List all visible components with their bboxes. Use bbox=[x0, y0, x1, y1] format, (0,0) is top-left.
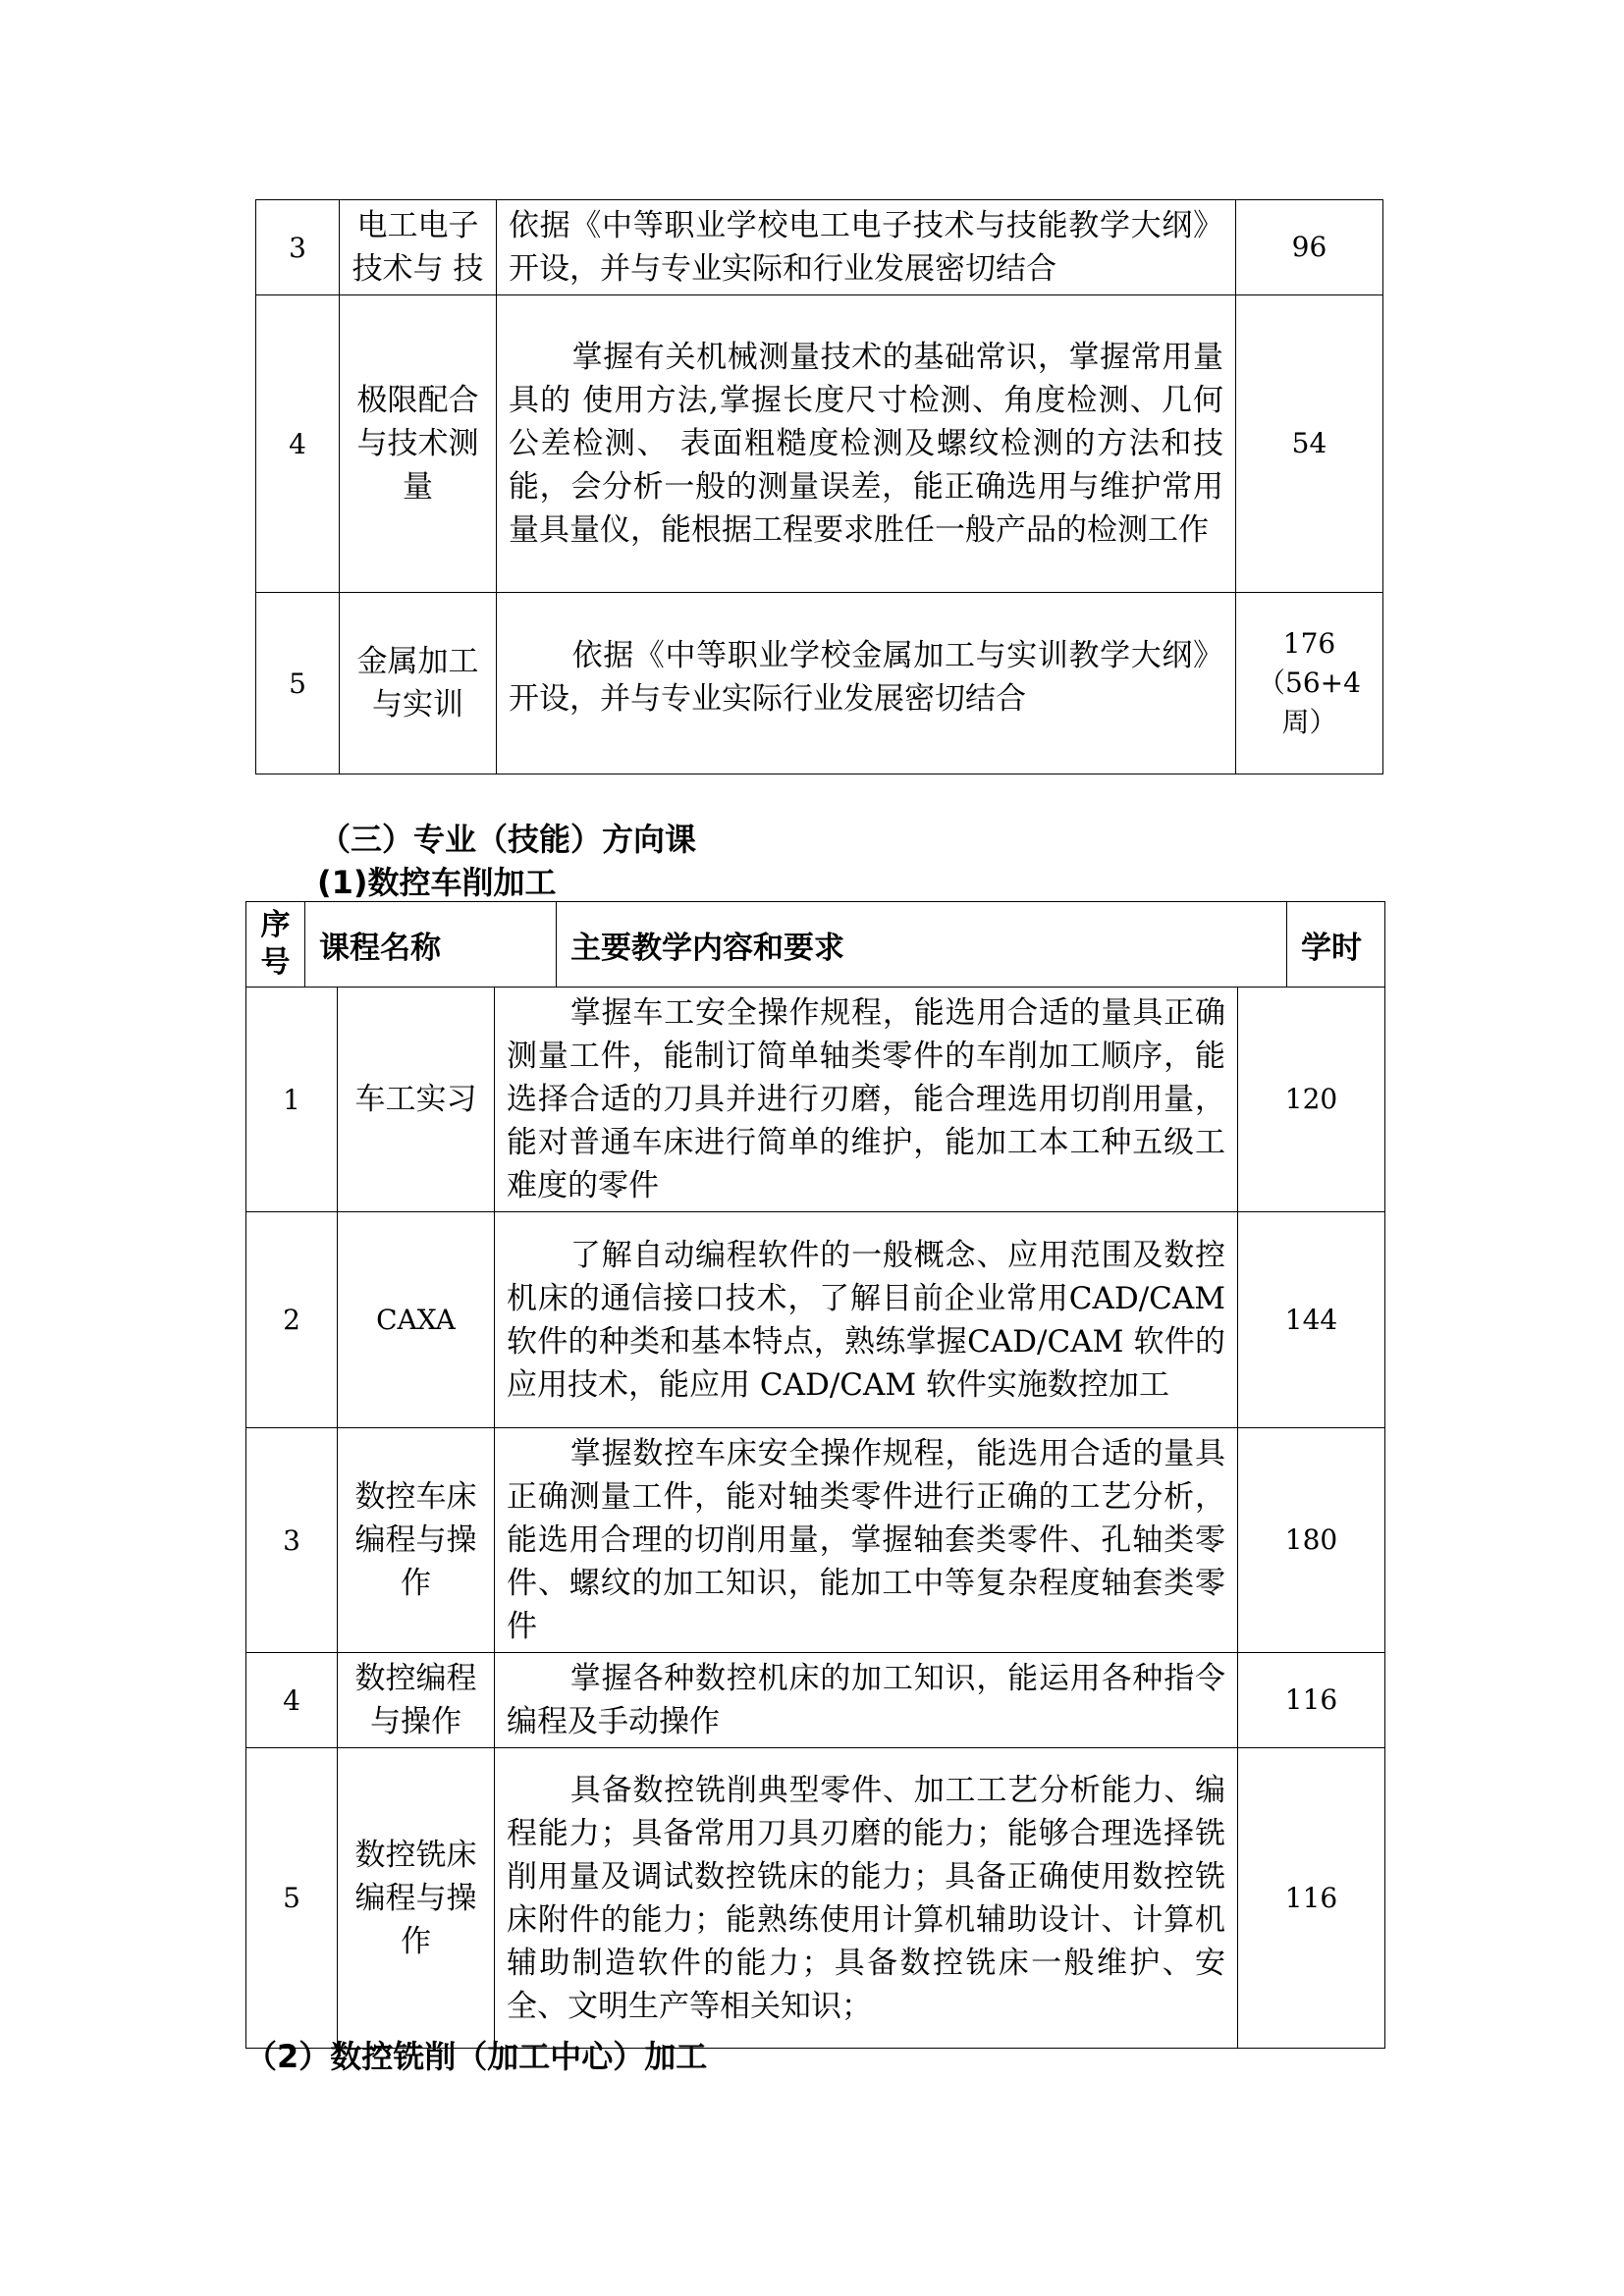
course-hours: 180 bbox=[1238, 1428, 1385, 1653]
hours-line: 54 bbox=[1291, 427, 1327, 459]
course-name-line: CAXA bbox=[376, 1303, 456, 1336]
row-number: 5 bbox=[246, 1748, 338, 2049]
header-content: 主要教学内容和要求 bbox=[557, 902, 1287, 988]
row-number: 5 bbox=[256, 593, 340, 774]
course-hours bbox=[1236, 295, 1383, 593]
content-text: 依据《中等职业学校电工电子技术与技能教学大纲》 开设，并与专业实际和行业发展密切结合 bbox=[509, 208, 1223, 287]
row-number: 4 bbox=[256, 295, 340, 593]
course-content bbox=[497, 593, 1236, 774]
course-name bbox=[338, 1428, 495, 1653]
table-row bbox=[246, 1428, 1385, 1653]
row-number: 4 bbox=[246, 1653, 338, 1748]
content-text: 掌握数控车床安全操作规程，能选用合适的量具正确测量工件，能对轴类零件进行正确的工艺分析，能选用合理的切削用量，掌握轴套类零件、孔轴类零件、螺纹的加工知识，能加工中等复杂程度轴套类零件 bbox=[507, 1436, 1225, 1644]
course-name bbox=[338, 1653, 495, 1748]
course-name-line: 与技术测 bbox=[356, 426, 479, 461]
section-heading: （三）专业（技能）方向课 bbox=[319, 821, 697, 858]
content-text: 依据《中等职业学校金属加工与实训教学大纲》开设，并与专业实际行业发展密切结合 bbox=[509, 638, 1223, 717]
row-number: 3 bbox=[246, 1428, 338, 1653]
content-text: 掌握车工安全操作规程，能选用合适的量具正确测量工件，能制订简单轴类零件的车削加工顺序，能选择合适的刀具并进行刃磨，能合理选用切削用量，能对普通车床进行简单的维护，能加工本工种五级工难度的零件 bbox=[507, 995, 1225, 1203]
content-text: 了解自动编程软件的一般概念、应用范围及数控机床的通信接口技术，了解目前企业常用CAD/CAM 软件的种类和基本特点，熟练掌握CAD/CAM 软件的应用技术，能应用 CAD/CAM 软件实施数控加工 bbox=[507, 1237, 1225, 1403]
course-name bbox=[340, 200, 497, 295]
hours-line: 周） bbox=[1281, 706, 1337, 738]
table-row bbox=[246, 988, 1385, 1212]
course-name bbox=[340, 295, 497, 593]
course-name-line: 数控铣床 bbox=[354, 1837, 477, 1873]
course-name-line: 作 bbox=[401, 1566, 431, 1601]
table-row bbox=[246, 1212, 1385, 1428]
row-number: 1 bbox=[246, 988, 338, 1212]
table-row bbox=[256, 295, 1383, 593]
course-hours: 116 bbox=[1238, 1653, 1385, 1748]
header-number-line: 号 bbox=[260, 945, 291, 980]
cnc-turning-course-table-body bbox=[245, 987, 1385, 2049]
table-row bbox=[256, 593, 1383, 774]
course-hours bbox=[1236, 593, 1383, 774]
course-content bbox=[495, 1748, 1238, 2049]
course-content bbox=[495, 1428, 1238, 1653]
header-hours: 学时 bbox=[1287, 902, 1385, 988]
course-name-line: 与实训 bbox=[372, 687, 463, 722]
cnc-turning-course-table bbox=[245, 901, 1385, 988]
basic-course-table bbox=[255, 199, 1383, 774]
course-content bbox=[495, 988, 1238, 1212]
table-header-row bbox=[246, 902, 1385, 988]
course-name-line: 电工电子 bbox=[356, 208, 479, 243]
hours-line: 96 bbox=[1291, 231, 1327, 263]
course-name-line: 数控车床 bbox=[354, 1479, 477, 1515]
course-hours: 144 bbox=[1238, 1212, 1385, 1428]
course-name-line: 编程与操 bbox=[354, 1880, 477, 1916]
table-row bbox=[246, 1653, 1385, 1748]
course-name-line: 作 bbox=[401, 1923, 431, 1959]
content-text: 具备数控铣削典型零件、加工工艺分析能力、编程能力；具备常用刀具刃磨的能力；能够合理选择铣削用量及调试数控铣床的能力；具备正确使用数控铣床附件的能力；能熟练使用计算机辅助设计、计算机辅助制造软件的能力；具备数控铣床一般维护、安全、文明生产等相关知识； bbox=[507, 1772, 1225, 2024]
course-name bbox=[338, 1212, 495, 1428]
sub-heading: （2）数控铣削（加工中心）加工 bbox=[245, 2038, 708, 2075]
course-name bbox=[338, 988, 495, 1212]
row-number: 3 bbox=[256, 200, 340, 295]
hours-line: （56+4 bbox=[1258, 667, 1361, 699]
course-content bbox=[495, 1653, 1238, 1748]
course-hours: 116 bbox=[1238, 1748, 1385, 2049]
header-number bbox=[246, 902, 305, 988]
header-number-line: 序 bbox=[260, 908, 291, 942]
content-text: 掌握各种数控机床的加工知识，能运用各种指令编程及手动操作 bbox=[507, 1661, 1225, 1739]
course-name-line: 极限配合 bbox=[356, 383, 479, 418]
course-name-line: 金属加工 bbox=[356, 644, 479, 679]
hours-line: 176 bbox=[1282, 627, 1336, 660]
header-course-name: 课程名称 bbox=[305, 902, 557, 988]
course-name-line: 编程与操 bbox=[354, 1522, 477, 1558]
course-name-line: 数控编程 bbox=[354, 1661, 477, 1696]
table-row bbox=[246, 1748, 1385, 2049]
content-text: 掌握有关机械测量技术的基础常识，掌握常用量具的 使用方法,掌握长度尺寸检测、角度检测、几何公差检测、 表面粗糙度检测及螺纹检测的方法和技能，会分析一般的测量误差，能正确选用与维护常用量具量仪，能根据工程要求胜任一般产品的检测工作 bbox=[509, 340, 1223, 548]
course-content bbox=[495, 1212, 1238, 1428]
row-number: 2 bbox=[246, 1212, 338, 1428]
course-name-line: 与操作 bbox=[370, 1704, 461, 1739]
course-name-line: 车工实习 bbox=[354, 1082, 477, 1117]
course-name bbox=[340, 593, 497, 774]
course-name bbox=[338, 1748, 495, 2049]
course-content bbox=[497, 200, 1236, 295]
course-content bbox=[497, 295, 1236, 593]
course-name-line: 技术与 技 bbox=[352, 251, 484, 287]
course-name-line: 量 bbox=[403, 469, 433, 505]
course-hours: 120 bbox=[1238, 988, 1385, 1212]
course-hours bbox=[1236, 200, 1383, 295]
table-row bbox=[256, 200, 1383, 295]
sub-heading: (1)数控车削加工 bbox=[317, 864, 557, 901]
